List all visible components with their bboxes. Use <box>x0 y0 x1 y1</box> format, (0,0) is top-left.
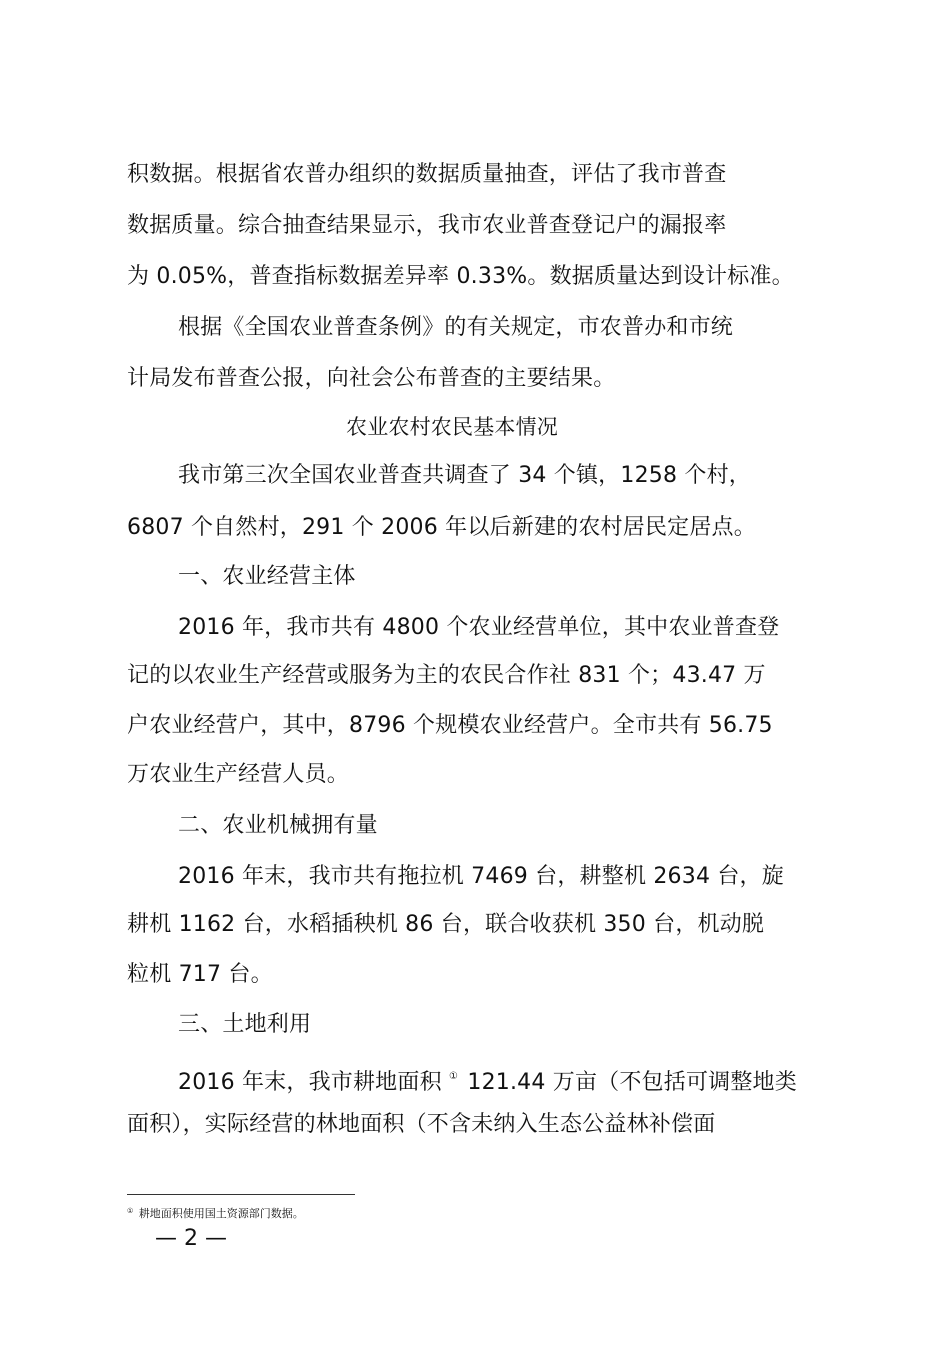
body-text-line: 2016 年，我市共有 4800 个农业经营单位，其中农业普查登 <box>178 615 780 640</box>
footnote-marker[interactable]: ① <box>449 1071 459 1082</box>
section-title: 农业农村农民基本情况 <box>346 415 558 439</box>
body-text-line: 积数据。根据省农普办组织的数据质量抽查，评估了我市普查 <box>127 162 727 187</box>
subsection-heading: 三、土地利用 <box>178 1012 312 1037</box>
body-text-line: 2016 年末，我市共有拖拉机 7469 台，耕整机 2634 台，旋 <box>178 864 784 889</box>
body-text-line: 我市第三次全国农业普查共调查了 34 个镇，1258 个村， <box>178 463 751 488</box>
subsection-heading: 二、农业机械拥有量 <box>178 813 378 838</box>
footnote-divider <box>127 1194 355 1195</box>
body-text-line: 6807 个自然村，291 个 2006 年以后新建的农村居民定居点。 <box>127 515 756 540</box>
footnote-marker: ① <box>127 1207 134 1215</box>
body-text-line <box>178 1062 797 1098</box>
footnote <box>127 1204 304 1221</box>
body-text-line: 万农业生产经营人员。 <box>127 762 350 787</box>
body-text-line: 根据《全国农业普查条例》的有关规定，市农普办和市统 <box>178 315 734 340</box>
body-text-line: 计局发布普查公报，向社会公布普查的主要结果。 <box>127 366 616 391</box>
footnote-text: 耕地面积使用国土资源部门数据。 <box>138 1207 304 1220</box>
page-number: — 2 — <box>155 1226 227 1251</box>
body-text-line: 为 0.05%，普查指标数据差异率 0.33%。数据质量达到设计标准。 <box>127 264 794 289</box>
subsection-heading: 一、农业经营主体 <box>178 564 356 589</box>
body-text-line: 耕机 1162 台，水稻插秧机 86 台，联合收获机 350 台，机动脱 <box>127 912 765 937</box>
body-text-line: 数据质量。综合抽查结果显示，我市农业普查登记户的漏报率 <box>127 213 727 238</box>
body-text-line: 面积），实际经营的林地面积（不含未纳入生态公益林补偿面 <box>127 1112 716 1137</box>
text-segment: 2016 年末，我市耕地面积 <box>178 1070 442 1095</box>
text-segment: 121.44 万亩（不包括可调整地类 <box>467 1070 797 1095</box>
body-text-line: 户农业经营户，其中，8796 个规模农业经营户。全市共有 56.75 <box>127 713 773 738</box>
body-text-line: 记的以农业生产经营或服务为主的农民合作社 831 个；43.47 万 <box>127 663 766 688</box>
body-text-line: 粒机 717 台。 <box>127 962 273 987</box>
